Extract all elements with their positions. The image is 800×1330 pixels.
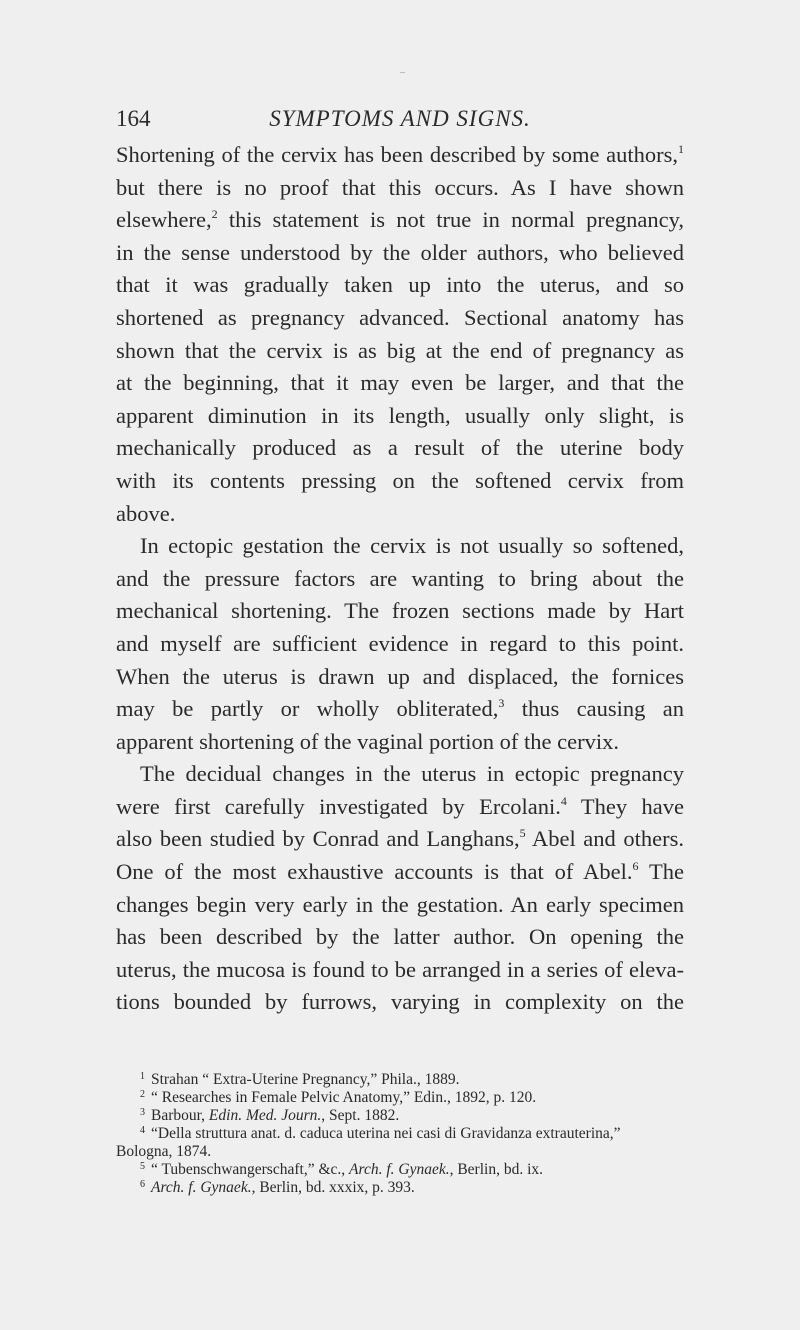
footnote-ref: 6 (632, 859, 639, 874)
footnote-mark: 5 (140, 1161, 145, 1172)
footnote-mark: 1 (140, 1071, 145, 1082)
text-line: and myself are sufficient evidence in regard to this point. (116, 630, 684, 656)
text-line: When the uterus is drawn up and displaced, the fornices (116, 663, 684, 689)
text-line: with its contents pressing on the softened cervix from (116, 467, 684, 493)
text-line: tions bounded by furrows, varying in complexity on the (116, 989, 684, 1015)
text-line: may be partly or wholly obliterated,$^3$ thus causing an (116, 696, 684, 722)
text-line: has been described by the latter author. On opening the (116, 924, 684, 950)
text-line: uterus, the mucosa is found to be arranged in a series of eleva- (116, 956, 684, 982)
footnote-mark: 6 (140, 1179, 145, 1190)
page-number: 164 (116, 106, 151, 131)
running-head: SYMPTOMS AND SIGNS. (269, 106, 531, 131)
footnote-ref: 2 (211, 207, 218, 222)
scan-mark (400, 72, 405, 73)
text-line: mechanical shortening. The frozen sections made by Hart (116, 598, 684, 624)
text-line: at the beginning, that it may even be larger, and that the (116, 370, 684, 396)
footnote-mark: 4 (140, 1125, 145, 1136)
text-line: mechanically produced as a result of the uterine body (116, 435, 684, 461)
footnote: $^4$ “Della struttura anat. d. caduca uterina nei casi di Gravidanza extrauterina,” (140, 1125, 621, 1142)
text-line: changes begin very early in the gestation. An early specimen (116, 891, 684, 917)
footnote: $^6$ Arch. f. Gynaek., Berlin, bd. xxxix, p. 393. (140, 1179, 415, 1196)
page-header (116, 104, 684, 134)
text-line: but there is no proof that this occurs. As I have shown (116, 174, 684, 200)
text-line: The decidual changes in the uterus in ectopic pregnancy (140, 761, 684, 787)
text-line: shortened as pregnancy advanced. Sectional anatomy has (116, 304, 684, 330)
footnote-ref: 4 (560, 793, 567, 808)
footnote-ref: 1 (678, 142, 684, 156)
footnote-mark: 3 (140, 1107, 145, 1118)
footnote: $^5$ “ Tubenschwangerschaft,” &c., Arch. f. Gynaek., Berlin, bd. ix. (140, 1161, 544, 1178)
text-line: that it was gradually taken up into the uterus, and so (116, 272, 684, 298)
text-line: and the pressure factors are wanting to bring about the (116, 565, 684, 591)
text-line: above. (116, 500, 176, 526)
text-line: shown that the cervix is as big at the end of pregnancy as (116, 337, 684, 363)
text-line: apparent shortening of the vaginal portion of the cervix. (116, 728, 619, 754)
footnote-ref: 5 (519, 826, 526, 841)
footnote: $^2$ “ Researches in Female Pelvic Anatomy,” Edin., 1892, p. 120. (140, 1089, 537, 1106)
text-line: In ectopic gestation the cervix is not usually so softened, (140, 533, 684, 559)
text-line: in the sense understood by the older authors, who believed (116, 239, 684, 265)
text-line: elsewhere,$^2$ this statement is not true in normal pregnancy, (116, 207, 684, 233)
text-line: One of the most exhaustive accounts is that of Abel.$^6$ The (116, 859, 685, 885)
text-line: apparent diminution in its length, usually only slight, is (116, 402, 684, 428)
text-line: also been studied by Conrad and Langhans,$^5$ Abel and others. (116, 826, 684, 852)
footnote: $^1$ Strahan “ Extra-Uterine Pregnancy,” Phila., 1889. (140, 1071, 460, 1088)
body-text (116, 139, 684, 1019)
footnote-mark: 2 (140, 1089, 145, 1100)
text-line: Shortening of the cervix has been described by some authors,$^1$ (116, 142, 684, 167)
text-line: were first carefully investigated by Ercolani.$^4$ They have (116, 793, 684, 819)
footnote: $^3$ Barbour, Edin. Med. Journ., Sept. 1882. (140, 1107, 400, 1124)
footnote-continuation: Bologna, 1874. (116, 1143, 212, 1160)
footnote-ref: 3 (498, 696, 505, 711)
footnotes (116, 1071, 684, 1197)
